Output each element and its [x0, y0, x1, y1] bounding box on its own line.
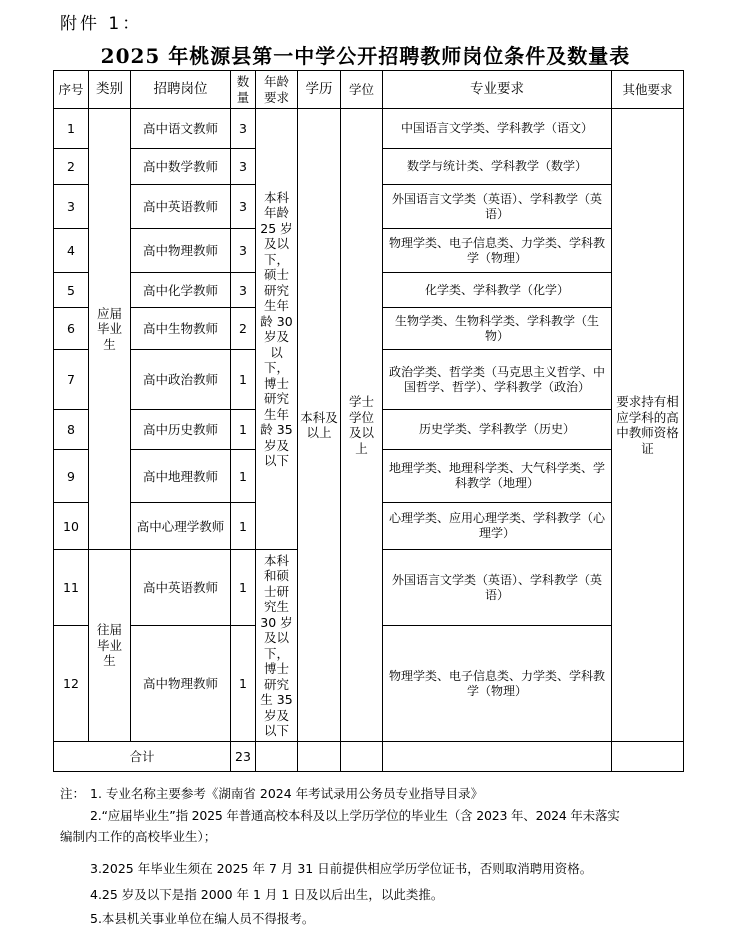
note-prefix: 注： [60, 786, 86, 801]
header-count: 数量 [231, 71, 256, 109]
header-age: 年龄要求 [256, 71, 298, 109]
category-past-graduates: 往届毕业生 [89, 550, 131, 742]
total-label: 合计 [54, 742, 231, 772]
row-no: 3 [54, 185, 89, 229]
row-major: 政治学类、哲学类（马克思主义哲学、中国哲学、哲学）、学科教学（政治） [383, 350, 612, 410]
header-major: 专业要求 [383, 71, 612, 109]
row-position: 高中地理教师 [131, 450, 231, 503]
row-major: 物理学类、电子信息类、力学类、学科教学（物理） [383, 626, 612, 742]
row-position: 高中语文教师 [131, 109, 231, 149]
row-major: 物理学类、电子信息类、力学类、学科教学（物理） [383, 229, 612, 273]
row-no: 8 [54, 410, 89, 450]
row-count: 1 [231, 550, 256, 626]
row-major: 化学类、学科教学（化学） [383, 273, 612, 308]
row-position: 高中生物教师 [131, 308, 231, 350]
row-major: 外国语言文学类（英语）、学科教学（英语） [383, 185, 612, 229]
row-major: 历史学类、学科教学（历史） [383, 410, 612, 450]
row-position: 高中心理学教师 [131, 503, 231, 550]
row-no: 10 [54, 503, 89, 550]
row-count: 3 [231, 229, 256, 273]
row-position: 高中英语教师 [131, 550, 231, 626]
row-position: 高中英语教师 [131, 185, 231, 229]
row-no: 2 [54, 149, 89, 185]
row-major: 外国语言文学类（英语）、学科教学（英语） [383, 550, 612, 626]
header-category: 类别 [89, 71, 131, 109]
table-header-row [54, 71, 684, 109]
row-count: 1 [231, 350, 256, 410]
row-count: 2 [231, 308, 256, 350]
row-count: 3 [231, 149, 256, 185]
recruitment-table [53, 70, 684, 772]
row-no: 6 [54, 308, 89, 350]
header-degree: 学位 [341, 71, 383, 109]
other-requirement: 要求持有相应学科的高中教师资格证 [612, 109, 684, 742]
header-other: 其他要求 [612, 71, 684, 109]
page-title: 2025 年桃源县第一中学公开招聘教师岗位条件及数量表 [100, 44, 631, 68]
row-no: 4 [54, 229, 89, 273]
row-position: 高中物理教师 [131, 229, 231, 273]
age-requirement-fresh: 本科年龄 25 岁及以下，硕士研究生年龄 30 岁及以下，博士研究生年龄 35 岁及以下 [256, 109, 298, 550]
category-fresh-graduates: 应届毕业生 [89, 109, 131, 550]
row-position: 高中化学教师 [131, 273, 231, 308]
row-position: 高中数学教师 [131, 149, 231, 185]
row-major: 生物学类、生物科学类、学科教学（生物） [383, 308, 612, 350]
row-count: 1 [231, 450, 256, 503]
row-count: 1 [231, 503, 256, 550]
note-2-line-2: 编制内工作的高校毕业生）； [60, 829, 217, 844]
row-count: 3 [231, 109, 256, 149]
header-no: 序号 [54, 71, 89, 109]
row-major: 地理学类、地理科学类、大气科学类、学科教学（地理） [383, 450, 612, 503]
total-row [54, 742, 684, 772]
total-count: 23 [231, 742, 256, 772]
row-count: 3 [231, 185, 256, 229]
row-no: 12 [54, 626, 89, 742]
note-5: 5.本县机关事业单位在编人员不得报考。 [90, 911, 315, 926]
row-no: 11 [54, 550, 89, 626]
row-position: 高中历史教师 [131, 410, 231, 450]
row-no: 5 [54, 273, 89, 308]
table-row [54, 109, 684, 149]
row-count: 3 [231, 273, 256, 308]
row-major: 心理学类、应用心理学类、学科教学（心理学） [383, 503, 612, 550]
row-count: 1 [231, 410, 256, 450]
note-3: 3.2025 年毕业生须在 2025 年 7 月 31 日前提供相应学历学位证书，否则取消聘用资格。 [90, 861, 593, 876]
note-2-line-1: 2.“应届毕业生”指 2025 年普通高校本科及以上学历学位的毕业生（含 2023 年、2024 年未落实 [90, 808, 620, 823]
header-position: 招聘岗位 [131, 71, 231, 109]
row-major: 中国语言文学类、学科教学（语文） [383, 109, 612, 149]
row-position: 高中政治教师 [131, 350, 231, 410]
row-no: 1 [54, 109, 89, 149]
degree-requirement: 学士学位及以上 [341, 109, 383, 742]
row-count: 1 [231, 626, 256, 742]
header-education: 学历 [298, 71, 341, 109]
row-no: 9 [54, 450, 89, 503]
attachment-label: 附件 1： [60, 14, 143, 34]
row-position: 高中物理教师 [131, 626, 231, 742]
age-requirement-past: 本科和硕士研究生 30 岁及以下，博士研究生 35 岁及以下 [256, 550, 298, 742]
note-4: 4.25 岁及以下是指 2000 年 1 月 1 日及以后出生，以此类推。 [90, 887, 444, 902]
row-major: 数学与统计类、学科教学（数学） [383, 149, 612, 185]
education-requirement: 本科及以上 [298, 109, 341, 742]
note-1: 1. 专业名称主要参考《湖南省 2024 年考试录用公务员专业指导目录》 [90, 786, 484, 801]
row-no: 7 [54, 350, 89, 410]
